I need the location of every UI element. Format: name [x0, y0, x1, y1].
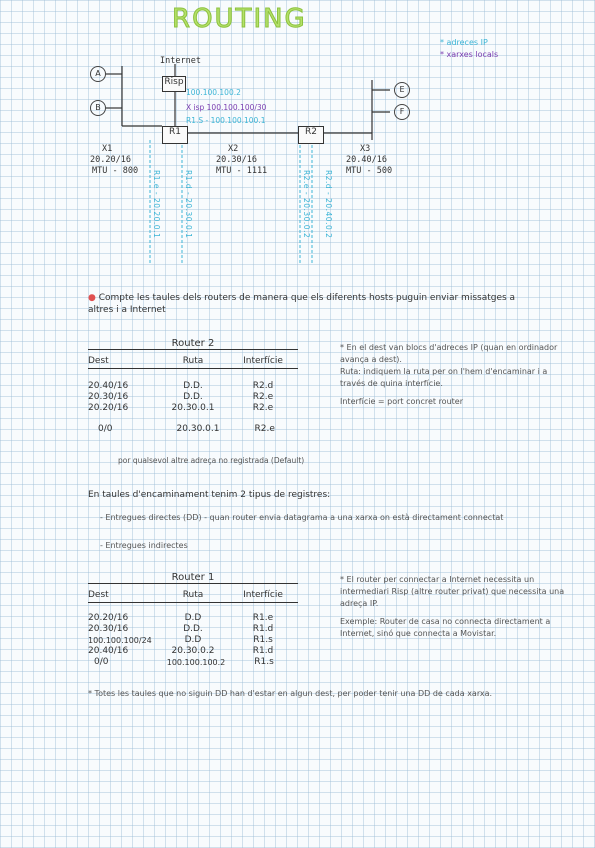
router1-table: [88, 572, 298, 668]
col-ruta: Ruta: [182, 356, 204, 366]
col-ruta: Ruta: [182, 590, 204, 600]
col-dest: Dest: [88, 590, 109, 600]
question-text: Compte les taules dels routers de manera que els diferents hosts puguin enviar missatges a altres i a Internet: [88, 293, 516, 315]
page-title: ROUTING: [172, 4, 307, 34]
router2-header-row: [88, 350, 298, 369]
router1-notes: [340, 574, 575, 640]
risp-router: Risp: [162, 76, 186, 92]
table-row: 20.20/16 D.D R1.e: [88, 613, 274, 623]
r1-e-ip: R1.e - 20.20.0.1: [152, 170, 161, 239]
internet-label: Internet: [160, 56, 201, 66]
note-line: Exemple: Router de casa no connecta directament a Internet, sinó que connecta a Movistar.: [340, 617, 551, 638]
node-a: A: [90, 66, 106, 82]
r1-d-ip: R1.d - 20.30.0.1: [184, 170, 193, 239]
router-r2: R2: [298, 126, 324, 144]
table-row: 20.20/16 20.30.0.1 R2.e: [88, 403, 274, 413]
table-row: 100.100.100/24 D.D R1.s: [88, 635, 273, 645]
col-interface: Interfície: [243, 590, 283, 600]
table-row: 20.30/16 D.D. R2.e: [88, 392, 274, 402]
network-diagram: [0, 0, 595, 290]
types-indirect: - Entregues indirectes: [100, 541, 188, 550]
router1-rows: [88, 603, 298, 668]
types-direct: - Entregues directes (DD) - quan router envia datagrama a una xarxa on està directament connectat: [100, 513, 504, 522]
table-row: 20.30/16 D.D. R1.d: [88, 624, 274, 634]
router2-notes: [340, 342, 570, 408]
net-x2-addr: 20.30/16: [216, 155, 257, 165]
net-x3-addr: 20.40/16: [346, 155, 387, 165]
net-x1-mtu: MTU - 800: [92, 166, 139, 176]
legend-networks: * xarxes locals: [440, 50, 499, 59]
note-line: Ruta: indiquem la ruta per on l'hem d'encaminar i a través de quina interfície.: [340, 367, 548, 388]
table-row: 0/0 20.30.0.1 R2.e: [98, 424, 275, 434]
net-x3-mtu: MTU - 500: [346, 166, 393, 176]
node-f: F: [394, 104, 410, 120]
node-b: B: [90, 100, 106, 116]
r1-s-ip-label: R1.S - 100.100.100.1: [186, 116, 266, 125]
exercise-statement: [88, 292, 528, 316]
risp-ip-label: 100.100.100.2: [186, 88, 241, 97]
router2-table: [88, 338, 298, 435]
table-row: 20.40/16 20.30.0.2 R1.d: [88, 646, 274, 656]
types-intro: En taules d'encaminament tenim 2 tipus de registres:: [88, 490, 331, 500]
router-r1: R1: [162, 126, 188, 144]
router2-rows: [88, 369, 298, 435]
net-x1-name: X1: [102, 144, 113, 154]
router2-title: Router 2: [88, 338, 298, 350]
final-note: * Totes les taules que no siguin DD han d'estar en algun dest, per poder tenir una DD de cada xarxa.: [88, 689, 493, 698]
legend-ip: * adreces IP: [440, 38, 488, 47]
table-row: 20.40/16 D.D. R2.d: [88, 381, 274, 391]
net-x1-addr: 20.20/16: [90, 155, 131, 165]
note-line: * En el dest van blocs d'adreces IP (quan en ordinador avança a dest).: [340, 343, 558, 364]
note-line: Interfície = port concret router: [340, 397, 463, 406]
net-x2-name: X2: [228, 144, 239, 154]
net-x3-name: X3: [360, 144, 371, 154]
router1-title: Router 1: [88, 572, 298, 584]
table-row: 0/0 100.100.100.2 R1.s: [94, 657, 274, 667]
r2-d-ip: R2.d - 20.40.0.2: [324, 170, 333, 239]
default-note: por qualsevol altre adreça no registrada (Default): [118, 456, 305, 465]
isp-network-label: X isp 100.100.100/30: [186, 103, 267, 112]
bullet-icon: ●: [88, 293, 96, 303]
r2-e-ip: R2.e - 20.30.0.2: [302, 170, 311, 239]
col-dest: Dest: [88, 356, 109, 366]
router1-header-row: [88, 584, 298, 603]
net-x2-mtu: MTU - 1111: [216, 166, 268, 176]
node-e: E: [394, 82, 410, 98]
note-line: * El router per connectar a Internet necessita un intermediari Risp (altre router privat) que necessita una adreça IP.: [340, 575, 565, 608]
col-interface: Interfície: [243, 356, 283, 366]
